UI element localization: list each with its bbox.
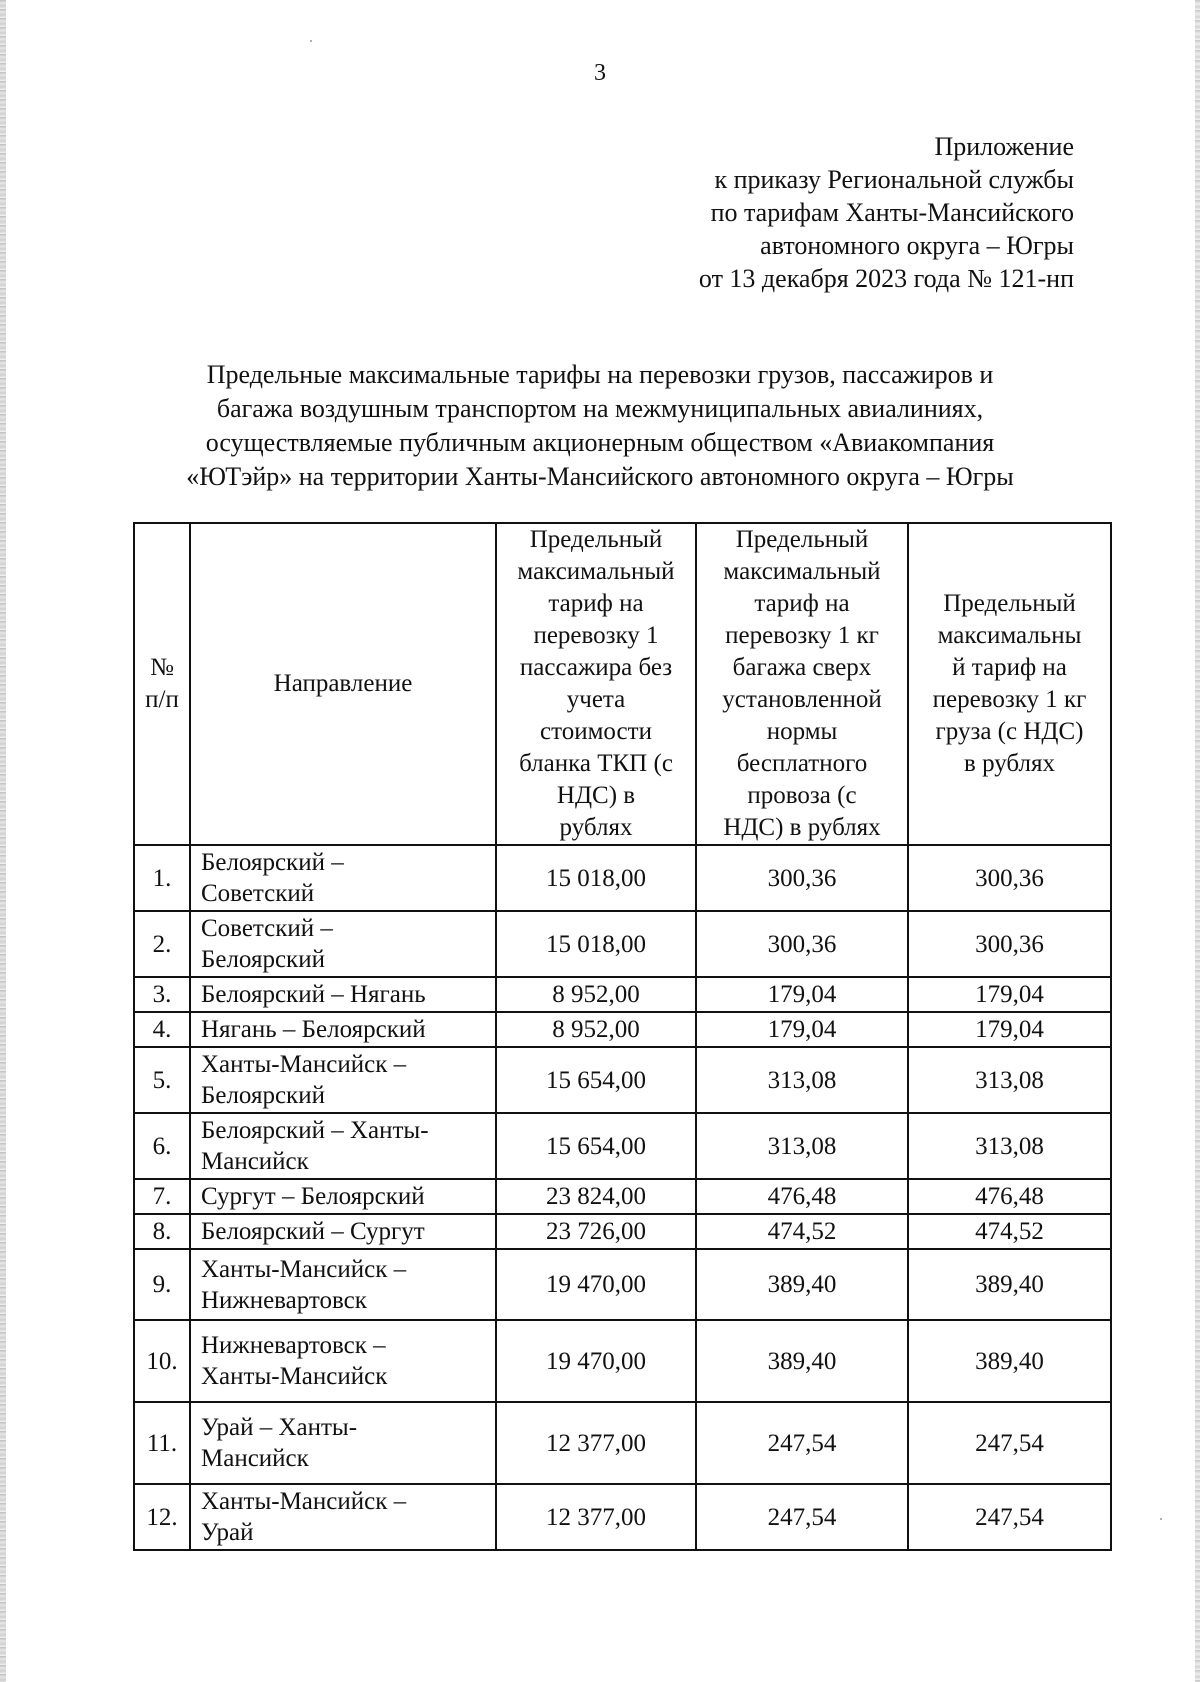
row-number: 4. xyxy=(134,1012,190,1047)
route-cell xyxy=(190,845,496,911)
passenger-tariff: 15 018,00 xyxy=(496,911,696,977)
appendix-line: по тарифам Ханты-Мансийского xyxy=(710,198,1074,227)
header-route: Направление xyxy=(190,523,496,845)
route-line: Белоярский – Нягань xyxy=(201,981,426,1008)
route-line: Ханты-Мансийск xyxy=(201,1363,388,1390)
header-line: п/п xyxy=(145,686,179,713)
cargo-tariff: 179,04 xyxy=(908,977,1111,1012)
route-cell xyxy=(190,911,496,977)
baggage-tariff: 247,54 xyxy=(696,1402,908,1484)
header-line: в рублях xyxy=(964,750,1055,777)
cargo-tariff: 389,40 xyxy=(908,1320,1111,1402)
row-number: 11. xyxy=(134,1402,190,1484)
route-cell xyxy=(190,1249,496,1320)
passenger-tariff: 15 018,00 xyxy=(496,845,696,911)
table-row xyxy=(134,1214,1111,1249)
header-line: максимальный xyxy=(723,558,881,585)
header-line: Предельный xyxy=(943,590,1076,617)
route-cell xyxy=(190,1179,496,1214)
row-number: 1. xyxy=(134,845,190,911)
baggage-tariff: 300,36 xyxy=(696,845,908,911)
table-header xyxy=(134,523,1111,845)
header-line: перевозку 1 кг xyxy=(725,622,879,649)
row-number: 12. xyxy=(134,1484,190,1550)
header-line: перевозку 1 кг xyxy=(932,686,1087,713)
header-line: НДС) в xyxy=(556,782,636,809)
baggage-tariff: 476,48 xyxy=(696,1179,908,1214)
document-title xyxy=(150,358,1050,494)
header-line: Предельный xyxy=(529,526,663,553)
baggage-tariff: 389,40 xyxy=(696,1320,908,1402)
cargo-tariff: 300,36 xyxy=(908,845,1111,911)
route-cell xyxy=(190,1484,496,1550)
baggage-tariff: 179,04 xyxy=(696,1012,908,1047)
cargo-tariff: 247,54 xyxy=(908,1402,1111,1484)
table-row xyxy=(134,1012,1111,1047)
route-line: Белоярский xyxy=(201,1082,325,1109)
table-row xyxy=(134,1402,1111,1484)
passenger-tariff: 19 470,00 xyxy=(496,1249,696,1320)
header-line: нормы xyxy=(766,718,838,745)
table-row xyxy=(134,1484,1111,1550)
table-row xyxy=(134,1249,1111,1320)
route-line: Мансийск xyxy=(201,1445,309,1472)
header-line: груза (с НДС) xyxy=(935,718,1084,745)
passenger-tariff: 15 654,00 xyxy=(496,1113,696,1179)
scan-speck xyxy=(310,40,312,42)
baggage-tariff: 474,52 xyxy=(696,1214,908,1249)
table-row xyxy=(134,977,1111,1012)
route-cell xyxy=(190,977,496,1012)
route-line: Урай – Ханты- xyxy=(201,1414,358,1441)
route-cell xyxy=(190,1047,496,1113)
appendix-line: Приложение xyxy=(934,132,1074,161)
route-line: Ханты-Мансийск – xyxy=(201,1051,407,1078)
route-cell xyxy=(190,1402,496,1484)
row-number: 9. xyxy=(134,1249,190,1320)
appendix-block xyxy=(699,130,1074,295)
passenger-tariff: 19 470,00 xyxy=(496,1320,696,1402)
baggage-tariff: 313,08 xyxy=(696,1113,908,1179)
header-line: стоимости xyxy=(540,718,652,745)
header-line: бесплатного xyxy=(736,750,868,777)
cargo-tariff: 247,54 xyxy=(908,1484,1111,1550)
cargo-tariff: 313,08 xyxy=(908,1047,1111,1113)
route-line: Нягань – Белоярский xyxy=(201,1016,426,1043)
table-body xyxy=(134,845,1111,1550)
appendix-line: автономного округа – Югры xyxy=(760,231,1074,260)
title-line: Предельные максимальные тарифы на перевозки грузов, пассажиров и xyxy=(206,360,994,389)
cargo-tariff: 474,52 xyxy=(908,1214,1111,1249)
route-line: Советский xyxy=(201,880,315,907)
route-line: Советский – xyxy=(201,915,333,942)
row-number: 3. xyxy=(134,977,190,1012)
route-cell xyxy=(190,1320,496,1402)
header-line: учета xyxy=(566,686,626,713)
page-number: 3 xyxy=(594,60,606,86)
row-number: 5. xyxy=(134,1047,190,1113)
table-row xyxy=(134,1113,1111,1179)
appendix-line: от 13 декабря 2023 года № 121-нп xyxy=(698,264,1074,293)
route-line: Нижневартовск – xyxy=(201,1332,386,1359)
header-line: рублях xyxy=(559,814,633,841)
cargo-tariff: 179,04 xyxy=(908,1012,1111,1047)
route-cell xyxy=(190,1113,496,1179)
route-line: Белоярский – xyxy=(201,849,344,876)
header-line: тариф на xyxy=(754,590,850,617)
passenger-tariff: 23 824,00 xyxy=(496,1179,696,1214)
header-line: багажа сверх xyxy=(732,654,872,681)
cargo-tariff: 300,36 xyxy=(908,911,1111,977)
header-line: № xyxy=(150,654,174,681)
row-number: 6. xyxy=(134,1113,190,1179)
title-line: «ЮТэйр» на территории Ханты-Мансийского автономного округа – Югры xyxy=(186,462,1014,491)
header-line: максимальный xyxy=(517,558,675,585)
cargo-tariff: 389,40 xyxy=(908,1249,1111,1320)
header-line: тариф на xyxy=(548,590,644,617)
baggage-tariff: 389,40 xyxy=(696,1249,908,1320)
header-cargo-tariff xyxy=(908,523,1111,845)
header-line: НДС) в рублях xyxy=(723,814,881,841)
passenger-tariff: 8 952,00 xyxy=(496,1012,696,1047)
cargo-tariff: 476,48 xyxy=(908,1179,1111,1214)
header-line: й тариф на xyxy=(952,654,1067,681)
row-number: 8. xyxy=(134,1214,190,1249)
title-line: багажа воздушным транспортом на межмуниципальных авиалиниях, xyxy=(216,394,984,423)
passenger-tariff: 12 377,00 xyxy=(496,1484,696,1550)
route-line: Ханты-Мансийск – xyxy=(201,1255,407,1283)
passenger-tariff: 15 654,00 xyxy=(496,1047,696,1113)
route-line: Белоярский – Сургут xyxy=(201,1218,425,1245)
title-line: осуществляемые публичным акционерным обществом «Авиакомпания xyxy=(205,428,995,457)
header-line: провоза (с xyxy=(747,782,857,809)
route-cell xyxy=(190,1214,496,1249)
route-cell xyxy=(190,1012,496,1047)
route-line: Белоярский xyxy=(201,946,325,973)
scan-edge-right xyxy=(1195,0,1200,1682)
route-line: Урай xyxy=(201,1519,254,1546)
table-row xyxy=(134,1047,1111,1113)
table-row xyxy=(134,845,1111,911)
tariff-table xyxy=(133,522,1112,1551)
header-line: перевозку 1 xyxy=(533,622,659,649)
baggage-tariff: 179,04 xyxy=(696,977,908,1012)
header-line: бланка ТКП (с xyxy=(519,750,673,777)
header-num xyxy=(134,523,190,845)
table-row xyxy=(134,1179,1111,1214)
row-number: 10. xyxy=(134,1320,190,1402)
appendix-line: к приказу Региональной службы xyxy=(714,165,1074,194)
row-number: 2. xyxy=(134,911,190,977)
table-row xyxy=(134,911,1111,977)
baggage-tariff: 247,54 xyxy=(696,1484,908,1550)
header-line: установленной xyxy=(722,686,882,713)
header-line: пассажира без xyxy=(519,654,673,681)
table-row xyxy=(134,1320,1111,1402)
route-line: Белоярский – Ханты- xyxy=(201,1117,429,1144)
header-passenger-tariff xyxy=(496,523,696,845)
cargo-tariff: 313,08 xyxy=(908,1113,1111,1179)
route-line: Ханты-Мансийск – xyxy=(201,1488,407,1515)
baggage-tariff: 300,36 xyxy=(696,911,908,977)
baggage-tariff: 313,08 xyxy=(696,1047,908,1113)
row-number: 7. xyxy=(134,1179,190,1214)
passenger-tariff: 12 377,00 xyxy=(496,1402,696,1484)
header-baggage-tariff xyxy=(696,523,908,845)
route-line: Сургут – Белоярский xyxy=(201,1183,425,1210)
route-line: Нижневартовск xyxy=(201,1286,367,1314)
header-row xyxy=(134,523,1111,845)
scan-speck xyxy=(1160,1518,1162,1520)
header-line: Предельный xyxy=(735,526,869,553)
scan-edge-left xyxy=(0,0,6,1682)
header-line: максимальны xyxy=(937,622,1082,649)
route-line: Мансийск xyxy=(201,1148,309,1175)
passenger-tariff: 8 952,00 xyxy=(496,977,696,1012)
passenger-tariff: 23 726,00 xyxy=(496,1214,696,1249)
